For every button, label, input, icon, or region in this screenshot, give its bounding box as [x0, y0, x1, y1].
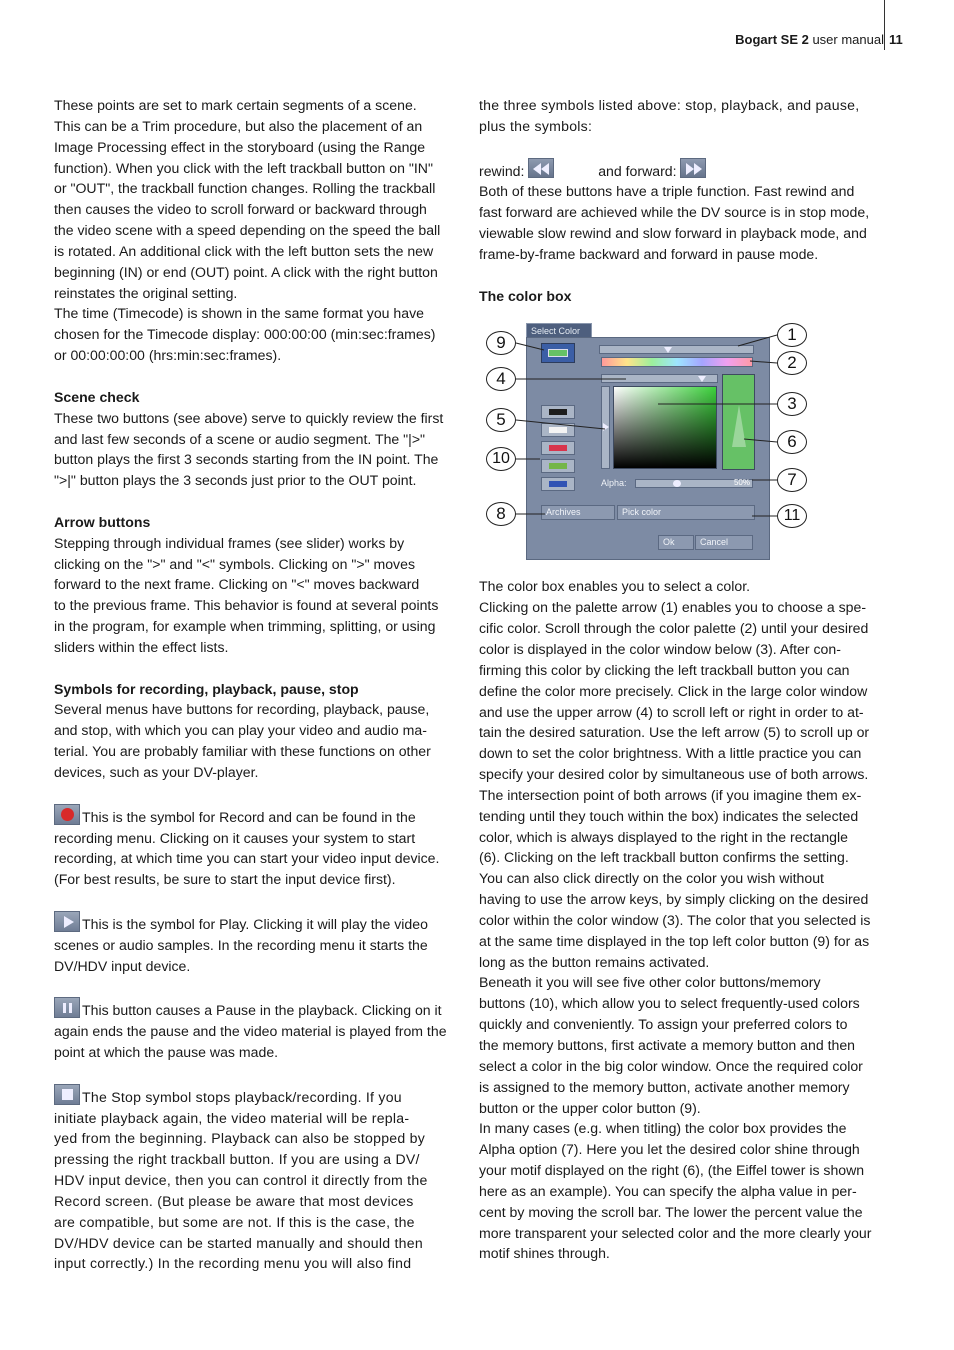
- callout-5: 5: [486, 408, 516, 432]
- scene-check-heading: Scene check: [54, 388, 140, 405]
- ok-button[interactable]: Ok: [658, 535, 694, 550]
- triple-function-text: Both of these buttons have a triple function. Fast rewind and fast forward are achieved while the DV source is in stop mode, viewable slow rewind and slow forward in playback mode, and frame-by-frame backward and forward in pause mode.: [479, 183, 870, 262]
- symbols-heading: Symbols for recording, playback, pause, stop: [54, 680, 359, 697]
- pause-icon: [54, 997, 80, 1018]
- stop-paragraph: [54, 1084, 462, 1275]
- pause-text-rest: again ends the pause and the video material is played from the point at which the pause was made.: [54, 1023, 447, 1060]
- arrow-buttons-heading: Arrow buttons: [54, 513, 151, 530]
- pick-color-button[interactable]: Pick color: [617, 505, 755, 520]
- product-name: Bogart SE 2: [735, 32, 809, 47]
- rewind-label: rewind:: [479, 162, 525, 179]
- callout-8: 8: [486, 502, 516, 526]
- left-column: [54, 95, 462, 1274]
- stop-text-rest: initiate playback again, the video material will be repla- yed from the beginning. Playback can also be stopped by pressing the right trackball button. If you are using a DV/ HDV input device, then you can control it directly from the Record screen. (But please be aware that most devices are compatible, but some are not. If this is the case, the DV/HDV device can be started manually and should then input correctly.) In the recording menu you will also find: [54, 1109, 428, 1272]
- callout-10: 10: [486, 447, 516, 471]
- callout-4: 4: [486, 367, 516, 391]
- color-box-heading: The color box: [479, 287, 572, 304]
- rewind-icon: [528, 158, 554, 178]
- alpha-value: 50%: [733, 478, 750, 487]
- record-paragraph: [54, 804, 462, 890]
- record-icon: [54, 804, 80, 825]
- pause-paragraph: [54, 997, 462, 1063]
- stop-icon: [54, 1084, 80, 1105]
- page-number: 11: [889, 32, 903, 47]
- symbols-continued: the three symbols listed above: stop, playback, and pause, plus the symbols:: [479, 97, 860, 134]
- header-suffix: user manual: [808, 32, 884, 47]
- forward-label: and forward:: [598, 162, 677, 179]
- callout-7: 7: [777, 468, 807, 492]
- cancel-button[interactable]: Cancel: [695, 535, 753, 550]
- pause-text-first: This button causes a Pause in the playback. Clicking on it: [82, 1002, 442, 1019]
- callout-1: 1: [777, 323, 807, 347]
- play-icon: [54, 911, 80, 932]
- play-text-rest: scenes or audio samples. In the recording menu it starts the DV/HDV input device.: [54, 936, 428, 974]
- color-box-figure: [484, 320, 814, 562]
- fast-forward-icon: [680, 158, 706, 178]
- arrow-buttons-text: Stepping through individual frames (see slider) works by clicking on the ">" and "<" symbols. Clicking on ">" moves forward to the next frame. Clicking on "<" moves backward to the previous frame. This behavior is found at several points in the program, for example when trimming, splitting, or using sliders within the effect lists.: [54, 534, 439, 655]
- callout-11: 11: [777, 504, 807, 528]
- right-column: [479, 95, 889, 1264]
- callout-2: 2: [777, 351, 807, 375]
- play-paragraph: [54, 911, 462, 977]
- rewind-forward-line: [479, 158, 889, 182]
- play-text-first: This is the symbol for Play. Clicking it will play the video: [82, 915, 428, 932]
- scene-check-text: These two buttons (see above) serve to quickly review the first and last few seconds of a scene or audio segment. The "|>" button plays the first 3 seconds starting from the IN point. The ">|" button plays the 3 seconds just prior to the OUT point.: [54, 409, 444, 489]
- select-color-tab: Select Color: [526, 323, 592, 338]
- stop-text-first: The Stop symbol stops playback/recording. If you: [82, 1088, 402, 1105]
- callout-9: 9: [486, 331, 516, 355]
- record-text-rest: recording menu. Clicking on it causes your system to start recording, at which time you can start your video input device. (For best results, be sure to start the input device first).: [54, 829, 440, 888]
- intro-paragraph: These points are set to mark certain segments of a scene. This can be a Trim procedure, but also the placement of an Image Processing effect in the storyboard (using the Range function). When you click with the left trackball button on "IN" or "OUT", the trackball function changes. Rolling the trackball then causes the video to scroll forward or backward through the video scene with a speed depending on the speed the ball is rotated. An additional click with the left button sets the new beginning (IN) or end (OUT) point. A click with the right button reinstates the original setting. The time (Timecode) is shown in the same format you have chosen for the Timecode display: 000:00:00 (min:sec:frames) or 00:00:00:00 (hrs:min:sec:frames).: [54, 97, 441, 364]
- color-box-description: The color box enables you to select a color. Clicking on the palette arrow (1) enables you to choose a spe- cific color. Scroll through the color palette (2) until your desired color is displayed in the color window below (3). After con- firming this color by clicking the left trackball button you can define the color more precisely. Click in the large color window and use the upper arrow (4) to scroll left or right in order to at- tain the desired saturation. Use the left arrow (5) to scroll up or down to set the color brightness. With a little practice you can specify your desired color by simultaneous use of both arrows. The intersection point of both arrows (if you imagine them ex- tending until they touch within the box) indicates the selected color, which is always displayed to the right in the rectangle (6). Clicking on the left trackball button confirms the setting. You can also click directly on the color you wish without having to use the arrow keys, by simply clicking on the desired color within the color window (3). The color that you selected is at the same time displayed in the top left color button (9) for as long as the button remains activated. Beneath it you will see five other color buttons/memory buttons (10), which allow you to select frequently-used colors quickly and conveniently. To assign your preferred colors to the memory buttons, first activate a memory button and then select a color in the big color window. Once the required color is assigned to the memory button, activate another memory button or the upper color button (9). In many cases (e.g. when titling) the color box provides the Alpha option (7). Here you let the desired color shine through your motif displayed on the right (6), (the Eiffel tower is shown here as an example). You can specify the alpha value in per- cent by moving the scroll bar. The lower the percent value the more transparent your selected color and the more clearly your motif shines through.: [479, 578, 872, 1262]
- archives-button[interactable]: Archives: [541, 505, 615, 520]
- callout-3: 3: [777, 392, 807, 416]
- callout-6: 6: [777, 430, 807, 454]
- record-text-first: This is the symbol for Record and can be found in the: [82, 808, 416, 825]
- callout-leader-lines: [484, 320, 814, 562]
- header-divider: [884, 0, 885, 50]
- alpha-label: Alpha:: [601, 478, 627, 488]
- symbols-text: Several menus have buttons for recording, playback, pause, and stop, with which you can play your video and audio ma- terial. You are probably familiar with these functions on other devices, such as your DV-player.: [54, 701, 431, 780]
- running-header: [735, 32, 884, 48]
